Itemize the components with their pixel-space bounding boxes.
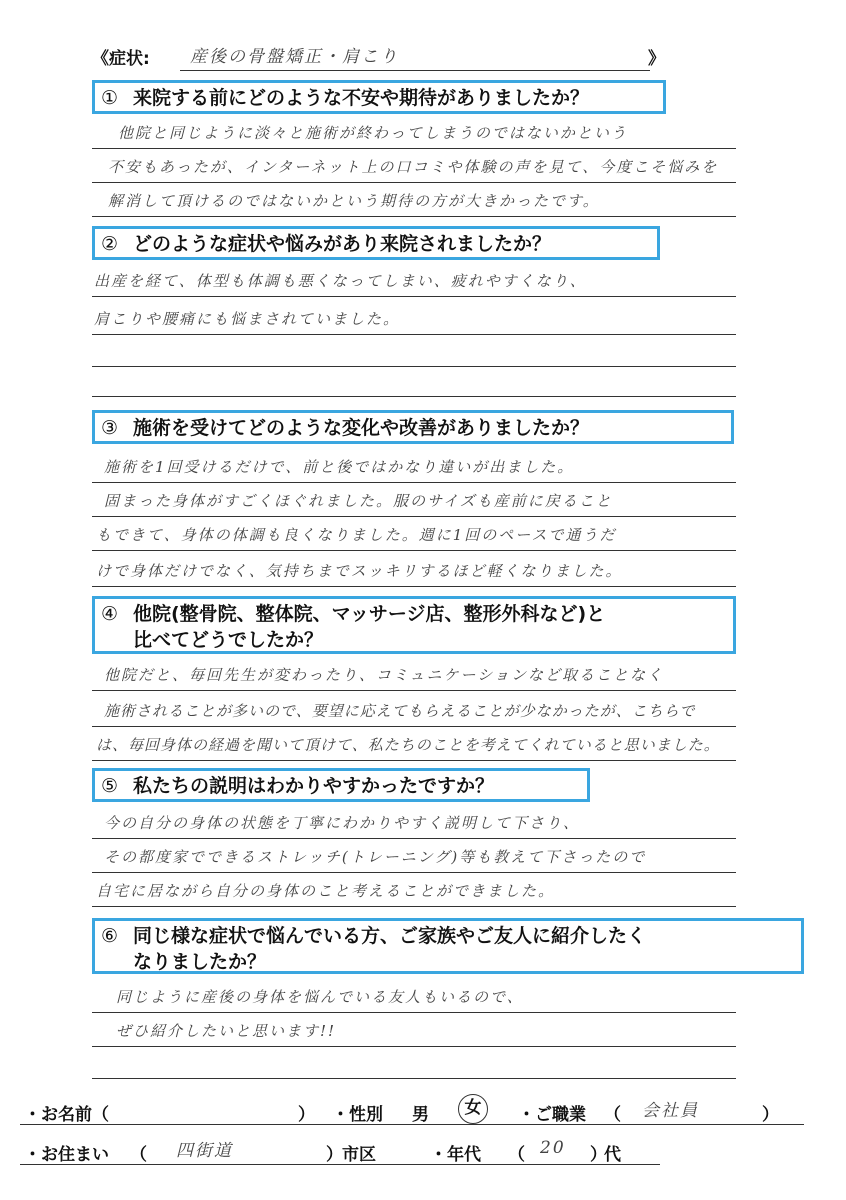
answer-2-line-1: 出産を経て、体型も体調も悪くなってしまい、疲れやすくなり、 xyxy=(94,272,587,290)
answer-6-line-1: 同じように産後の身体を悩んでいる友人もいるので、 xyxy=(116,988,524,1006)
question-6-text: 同じ様な症状で悩んでいる方、ご家族やご友人に紹介したく xyxy=(133,925,647,947)
answer-3-rule-3 xyxy=(92,550,736,551)
question-3-text: 施術を受けてどのような変化や改善がありましたか？ xyxy=(133,417,590,439)
answer-1-line-3: 解消して頂けるのではないかという期待の方が大きかったです。 xyxy=(108,192,600,210)
question-2-number: ② xyxy=(101,233,119,255)
age-value: 20 xyxy=(540,1138,566,1158)
answer-6-rule-3 xyxy=(92,1078,736,1079)
answer-6-line-2: ぜひ紹介したいと思います!! xyxy=(116,1022,337,1040)
job-value: 会社員 xyxy=(642,1101,699,1121)
answer-5-rule-3 xyxy=(92,906,736,907)
answer-5-line-1: 今の自分の身体の状態を丁寧にわかりやすく説明して下さり、 xyxy=(104,814,581,832)
question-3-box xyxy=(92,410,734,444)
answer-3-rule-4 xyxy=(92,586,736,587)
symptom-value: 産後の骨盤矯正・肩こり xyxy=(190,47,399,67)
age-open: （ xyxy=(508,1145,525,1165)
question-4-text-2: 比べてどうでしたか？ xyxy=(133,629,324,651)
age-suffix: 代 xyxy=(604,1145,621,1165)
question-5-box xyxy=(92,768,590,802)
answer-1-line-1: 他院と同じように淡々と施術が終わってしまうのではないかという xyxy=(118,124,628,142)
answer-2-rule-2 xyxy=(92,334,736,335)
question-5-text: 私たちの説明はわかりやすかったですか？ xyxy=(133,775,495,797)
answer-2-line-2: 肩こりや腰痛にも悩まされていました。 xyxy=(94,310,401,328)
question-1-number: ① xyxy=(101,87,119,109)
question-4-box xyxy=(92,596,736,654)
job-label: ・ご職業 xyxy=(518,1105,586,1125)
footer-rule-1 xyxy=(20,1124,804,1125)
question-3-number: ③ xyxy=(101,417,119,439)
answer-6-rule-1 xyxy=(92,1012,736,1013)
answer-4-rule-3 xyxy=(92,760,736,761)
answer-3-rule-1 xyxy=(92,482,736,483)
answer-5-rule-1 xyxy=(92,838,736,839)
name-label: ・お名前（ xyxy=(24,1105,109,1125)
answer-5-line-2: その都度家でできるストレッチ(トレーニング)等も教えて下さったので xyxy=(104,848,647,866)
answer-3-line-4: けで身体だけでなく、気持ちまでスッキリするほど軽くなりました。 xyxy=(96,562,623,580)
answer-6-rule-2 xyxy=(92,1046,736,1047)
gender-label: ・性別 xyxy=(332,1105,383,1125)
answer-3-line-1: 施術を1回受けるだけで、前と後ではかなり違いが出ました。 xyxy=(104,458,575,476)
address-open: （ xyxy=(130,1145,147,1165)
question-4-number: ④ xyxy=(101,603,119,625)
answer-4-rule-2 xyxy=(92,726,736,727)
answer-1-rule-3 xyxy=(92,216,736,217)
answer-3-line-2: 固まった身体がすごくほぐれました。服のサイズも産前に戻ること xyxy=(104,492,613,510)
job-open: （ xyxy=(604,1105,621,1125)
name-close: ） xyxy=(298,1105,315,1125)
question-2-box xyxy=(92,226,660,260)
question-1-text: 来院する前にどのような不安や期待がありましたか？ xyxy=(133,87,590,109)
question-6-box xyxy=(92,918,804,974)
address-value: 四街道 xyxy=(176,1141,233,1161)
symptom-close: 》 xyxy=(648,49,665,69)
age-close: ） xyxy=(590,1145,607,1165)
answer-5-line-3: 自宅に居ながら自分の身体のこと考えることができました。 xyxy=(96,882,556,900)
address-label: ・お住まい xyxy=(24,1145,109,1165)
age-label: ・年代 xyxy=(430,1145,481,1165)
answer-1-rule-1 xyxy=(92,148,736,149)
question-6-text-2: なりましたか？ xyxy=(133,951,267,973)
answer-4-line-3: は、毎回身体の経過を聞いて頂けて、私たちのことを考えてくれていると思いました。 xyxy=(96,736,720,754)
gender-female-circled: 女 xyxy=(458,1094,488,1124)
answer-5-rule-2 xyxy=(92,872,736,873)
answer-2-rule-1 xyxy=(92,296,736,297)
symptom-underline xyxy=(180,70,650,71)
job-close: ） xyxy=(762,1105,779,1125)
answer-4-line-1: 他院だと、毎回先生が変わったり、コミュニケーションなど取ることなく xyxy=(104,666,664,684)
question-1-box xyxy=(92,80,666,114)
answer-2-rule-4 xyxy=(92,396,736,397)
question-5-number: ⑤ xyxy=(101,775,119,797)
answer-1-rule-2 xyxy=(92,182,736,183)
city-suffix: 市区 xyxy=(342,1145,376,1165)
question-4-text: 他院(整骨院、整体院、マッサージ店、整形外科など)と xyxy=(133,603,606,625)
answer-3-line-3: もできて、身体の体調も良くなりました。週に1回のペースで通うだ xyxy=(96,526,617,544)
gender-male: 男 xyxy=(412,1105,429,1125)
footer-rule-2 xyxy=(20,1164,660,1165)
answer-3-rule-2 xyxy=(92,516,736,517)
question-2-text: どのような症状や悩みがあり来院されましたか？ xyxy=(133,233,552,255)
answer-1-line-2: 不安もあったが、インターネット上の口コミや体験の声を見て、今度こそ悩みを xyxy=(108,158,719,176)
answer-2-rule-3 xyxy=(92,366,736,367)
answer-4-rule-1 xyxy=(92,690,736,691)
address-close: ） xyxy=(326,1145,343,1165)
symptom-label: 《症状: xyxy=(92,49,150,69)
question-6-number: ⑥ xyxy=(101,925,119,947)
answer-4-line-2: 施術されることが多いので、要望に応えてもらえることが少なかったが、こちらで xyxy=(104,702,696,720)
